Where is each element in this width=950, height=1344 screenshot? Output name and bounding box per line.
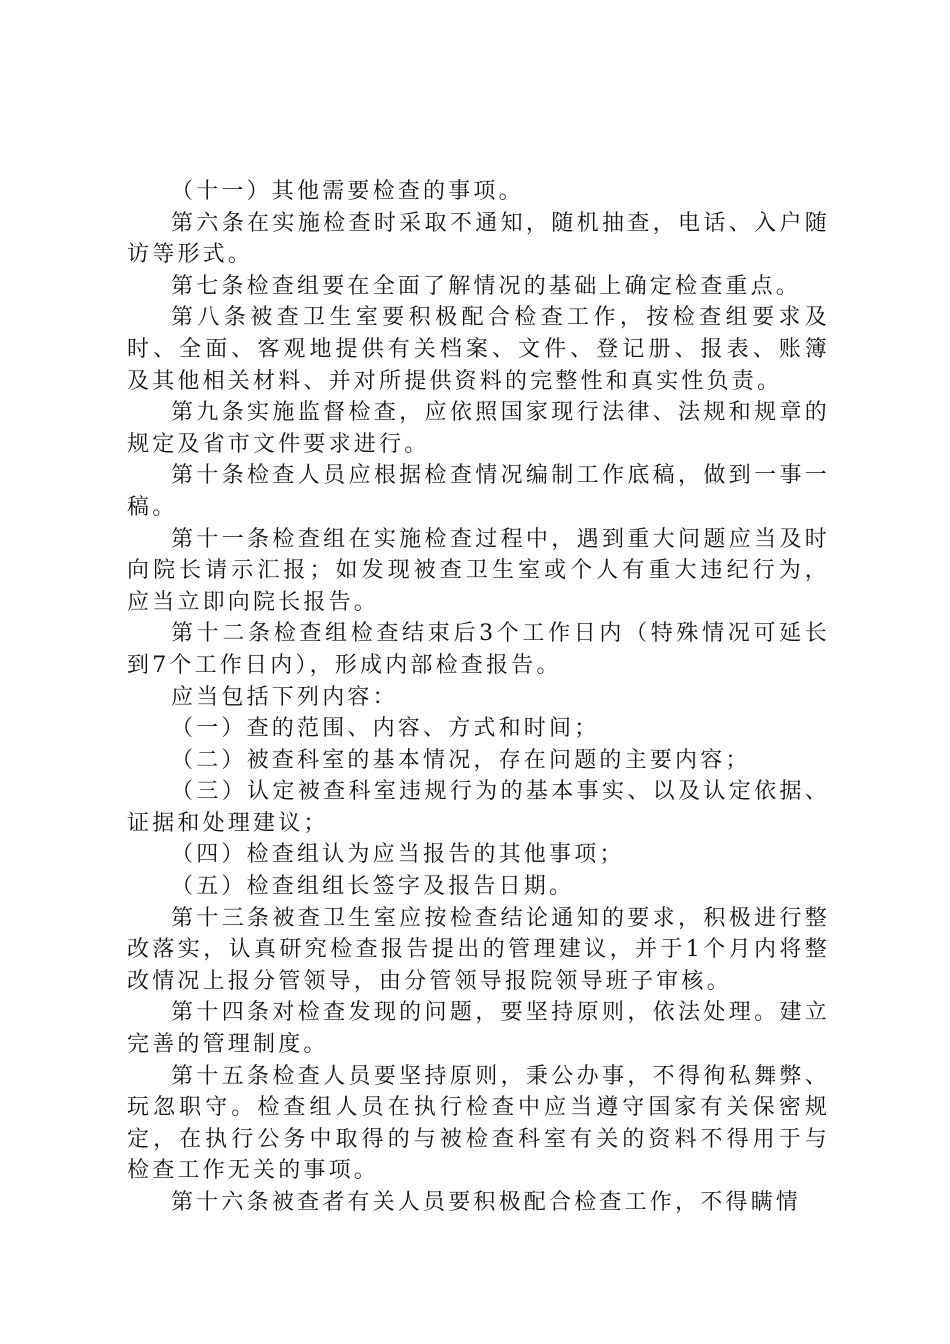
article-12: 第十二条检查组检查结束后3个工作日内（特殊情况可延长到7个工作日内），形成内部检查报告。 <box>127 621 830 678</box>
document-body <box>127 176 830 1219</box>
article-8: 第八条被查卫生室要积极配合检查工作，按检查组要求及时、全面、客观地提供有关档案、文件、登记册、报表、账簿及其他相关材料、并对所提供资料的完整性和真实性负责。 <box>127 305 830 394</box>
report-item-3: （三）认定被查科室违规行为的基本事实、以及认定依据、证据和处理建议； <box>127 779 830 836</box>
report-item-1: （一）查的范围、内容、方式和时间； <box>171 716 600 742</box>
article-14: 第十四条对检查发现的问题，要坚持原则，依法处理。建立完善的管理制度。 <box>127 1000 830 1058</box>
paragraph-item-11: （十一）其他需要检查的事项。 <box>171 179 524 204</box>
article-11: 第十一条检查组在实施检查过程中，遇到重大问题应当及时向院长请示汇报；如发现被查卫生室或个人有重大违纪行为，应当立即向院长报告。 <box>127 526 830 615</box>
article-16: 第十六条被查者有关人员要积极配合检查工作，不得瞒情 <box>171 1190 802 1215</box>
article-15: 第十五条检查人员要坚持原则，秉公办事，不得徇私舞弊、玩忽职守。检查组人员在执行检查中应当遵守国家有关保密规定，在执行公务中取得的与被检查科室有关的资料不得用于与检查工作无关的事项。 <box>127 1063 830 1184</box>
article-6: 第六条在实施检查时采取不通知，随机抽查，电话、入户随访等形式。 <box>127 210 830 268</box>
report-item-4: （四）检查组认为应当报告的其他事项； <box>171 842 625 868</box>
report-contents-intro: 应当包括下列内容： <box>171 684 398 710</box>
report-item-5: （五）检查组组长签字及报告日期。 <box>171 874 575 900</box>
report-item-2: （二）被查科室的基本情况，存在问题的主要内容； <box>171 747 751 773</box>
article-13: 第十三条被查卫生室应按检查结论通知的要求，积极进行整改落实，认真研究检查报告提出的管理建议，并于1个月内将整改情况上报分管领导，由分管领导报院领导班子审核。 <box>127 905 830 994</box>
article-9: 第九条实施监督检查，应依照国家现行法律、法规和规章的规定及省市文件要求进行。 <box>127 400 830 457</box>
article-10: 第十条检查人员应根据检查情况编制工作底稿，做到一事一稿。 <box>127 463 830 520</box>
article-7: 第七条检查组要在全面了解情况的基础上确定检查重点。 <box>171 273 802 299</box>
